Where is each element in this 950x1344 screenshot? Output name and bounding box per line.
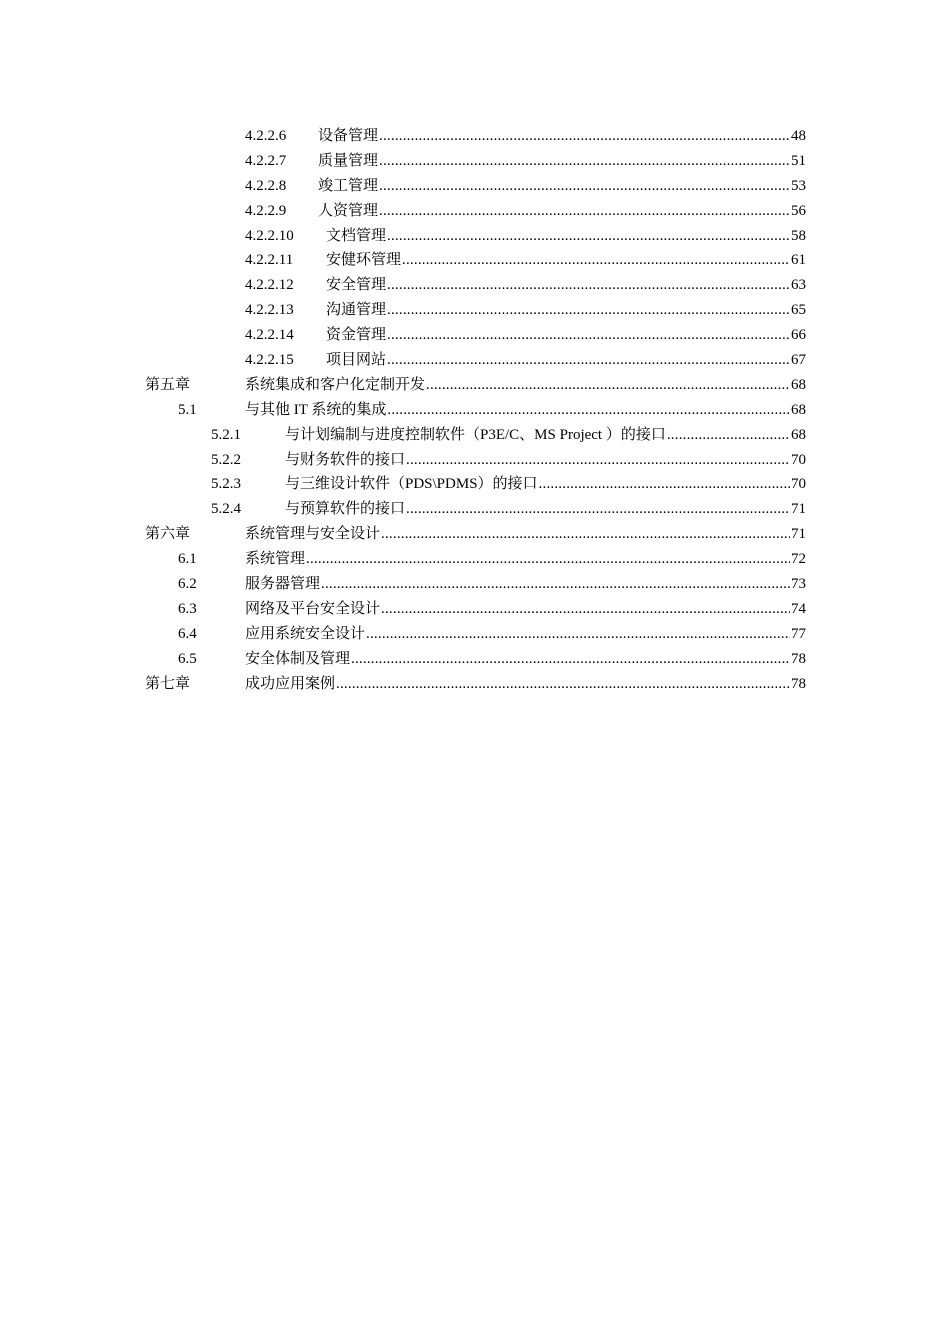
toc-entry-title: 与财务软件的接口 [285,451,406,468]
dot-leader [667,423,790,448]
dot-leader [379,124,790,149]
toc-entry[interactable] [0,124,950,149]
toc-entry-page: 78 [791,650,806,667]
toc-entry-page: 48 [791,128,806,144]
toc-entry-title: 设备管理 [318,128,379,144]
toc-entry-title: 竣工管理 [318,177,379,194]
dot-leader [387,273,790,298]
toc-entry[interactable] [0,547,950,572]
toc-entry-page: 66 [791,327,806,344]
toc-entry-title: 网络及平台安全设计 [245,600,381,617]
toc-entry-body [326,224,806,249]
toc-entry-page: 53 [791,177,806,194]
dot-leader [426,373,790,398]
toc-entry-page: 68 [791,376,806,393]
toc-entry-title: 应用系统安全设计 [245,625,366,642]
toc-entry-title: 人资管理 [318,202,379,219]
toc-entry-number: 5.2.1 [211,426,241,443]
toc-entry-page: 68 [791,401,806,418]
toc-entry-title: 项目网站 [326,352,387,369]
toc-entry-number: 6.3 [178,600,197,617]
dot-leader [379,174,790,199]
toc-entry-body [318,174,806,199]
toc-entry-number: 6.2 [178,576,197,593]
toc-entry-page: 67 [791,352,806,369]
toc-entry-number: 第五章 [145,376,191,393]
toc-entry[interactable] [0,298,950,323]
toc-entry[interactable] [0,174,950,199]
toc-entry-page: 51 [791,152,806,169]
toc-entry-page: 58 [791,227,806,244]
dot-leader [381,597,790,622]
toc-entry-page: 78 [791,675,806,692]
toc-entry-body [285,497,806,522]
toc-entry[interactable] [0,472,950,497]
toc-entry[interactable] [0,647,950,672]
toc-entry-page: 74 [791,600,806,617]
table-of-contents [0,124,950,696]
toc-entry[interactable] [0,149,950,174]
toc-entry-number: 4.2.2.14 [245,327,294,344]
dot-leader [387,398,790,423]
toc-entry-page: 61 [791,252,806,269]
toc-entry-page: 71 [791,501,806,518]
toc-entry-body [245,547,806,572]
toc-entry-page: 72 [791,551,806,568]
dot-leader [406,497,790,522]
toc-entry-body [245,522,806,547]
toc-entry[interactable] [0,199,950,224]
dot-leader [387,224,790,249]
toc-entry-title: 与计划编制与进度控制软件（P3E/C、MS Project ）的接口 [285,426,666,443]
toc-entry-number: 第六章 [145,526,191,543]
toc-entry-title: 安全管理 [326,277,387,294]
toc-entry-body [318,199,806,224]
dot-leader [387,348,790,373]
toc-entry-page: 71 [791,526,806,543]
dot-leader [387,323,790,348]
toc-entry-number: 第七章 [145,675,191,692]
toc-entry-body [326,273,806,298]
toc-entry[interactable] [0,622,950,647]
toc-chapter-entry[interactable] [0,672,950,697]
toc-entry-body [326,348,806,373]
toc-entry-page: 63 [791,277,806,294]
toc-chapter-entry[interactable] [0,373,950,398]
toc-entry-title: 文档管理 [326,227,387,244]
toc-entry-number: 4.2.2.6 [245,128,287,144]
toc-entry[interactable] [0,597,950,622]
toc-entry-number: 5.2.4 [211,501,241,518]
toc-entry-page: 65 [791,302,806,319]
toc-entry-body [245,597,806,622]
toc-entry-title: 与预算软件的接口 [285,501,406,518]
toc-entry-title: 沟通管理 [326,302,387,319]
toc-entry-number: 5.2.3 [211,476,241,493]
dot-leader [336,672,790,697]
toc-entry-title: 与三维设计软件（PDS\PDMS）的接口 [285,476,538,493]
toc-entry-body [245,398,806,423]
toc-entry-page: 68 [791,426,806,443]
toc-entry-number: 6.1 [178,551,197,568]
toc-entry-body [245,373,806,398]
toc-entry-page: 70 [791,476,806,493]
toc-entry-body [245,572,806,597]
dot-leader [366,622,790,647]
dot-leader [539,472,790,497]
toc-entry-number: 4.2.2.10 [245,227,294,244]
toc-entry-number: 5.2.2 [211,451,241,468]
dot-leader [387,298,790,323]
toc-entry-title: 安健环管理 [326,252,402,269]
toc-entry-page: 56 [791,202,806,219]
toc-entry-page: 73 [791,576,806,593]
dot-leader [406,448,790,473]
toc-entry[interactable] [0,248,950,273]
dot-leader [306,547,790,572]
toc-entry-title: 与其他 IT 系统的集成 [245,401,387,418]
toc-entry[interactable] [0,423,950,448]
toc-entry-title: 系统管理 [245,551,306,568]
toc-entry-body [318,149,806,174]
dot-leader [351,647,790,672]
toc-entry-number: 4.2.2.13 [245,302,294,319]
toc-entry-body [245,622,806,647]
toc-entry[interactable] [0,497,950,522]
toc-entry-page: 70 [791,451,806,468]
dot-leader [381,522,790,547]
toc-entry-number: 4.2.2.8 [245,177,287,194]
toc-entry-title: 系统管理与安全设计 [245,526,381,543]
toc-entry-body [285,472,806,497]
dot-leader [379,149,790,174]
toc-entry-body [318,124,806,149]
toc-entry-body [285,448,806,473]
dot-leader [379,199,790,224]
toc-entry-number: 6.5 [178,650,197,667]
toc-entry-title: 系统集成和客户化定制开发 [245,376,426,393]
toc-chapter-entry[interactable] [0,522,950,547]
toc-entry-body [285,423,806,448]
toc-entry-number: 4.2.2.11 [245,252,294,269]
toc-entry[interactable] [0,448,950,473]
dot-leader [321,572,790,597]
toc-entry-body [326,248,806,273]
toc-entry[interactable] [0,224,950,249]
toc-entry-title: 安全体制及管理 [245,650,351,667]
toc-entry[interactable] [0,273,950,298]
toc-entry-number: 5.1 [178,401,197,418]
toc-entry-page: 77 [791,625,806,642]
toc-entry[interactable] [0,348,950,373]
toc-entry-number: 4.2.2.12 [245,277,294,294]
toc-entry-body [326,298,806,323]
toc-entry-body [326,323,806,348]
toc-entry-title: 质量管理 [318,152,379,169]
toc-entry[interactable] [0,323,950,348]
toc-entry-title: 成功应用案例 [245,675,336,692]
toc-entry-number: 4.2.2.15 [245,352,294,369]
dot-leader [402,248,790,273]
toc-entry-body [245,672,806,697]
toc-entry[interactable] [0,572,950,597]
toc-entry-number: 4.2.2.7 [245,152,287,169]
toc-entry[interactable] [0,398,950,423]
toc-entry-title: 资金管理 [326,327,387,344]
toc-entry-number: 4.2.2.9 [245,202,287,219]
toc-entry-number: 6.4 [178,625,197,642]
toc-entry-title: 服务器管理 [245,576,321,593]
toc-entry-body [245,647,806,672]
